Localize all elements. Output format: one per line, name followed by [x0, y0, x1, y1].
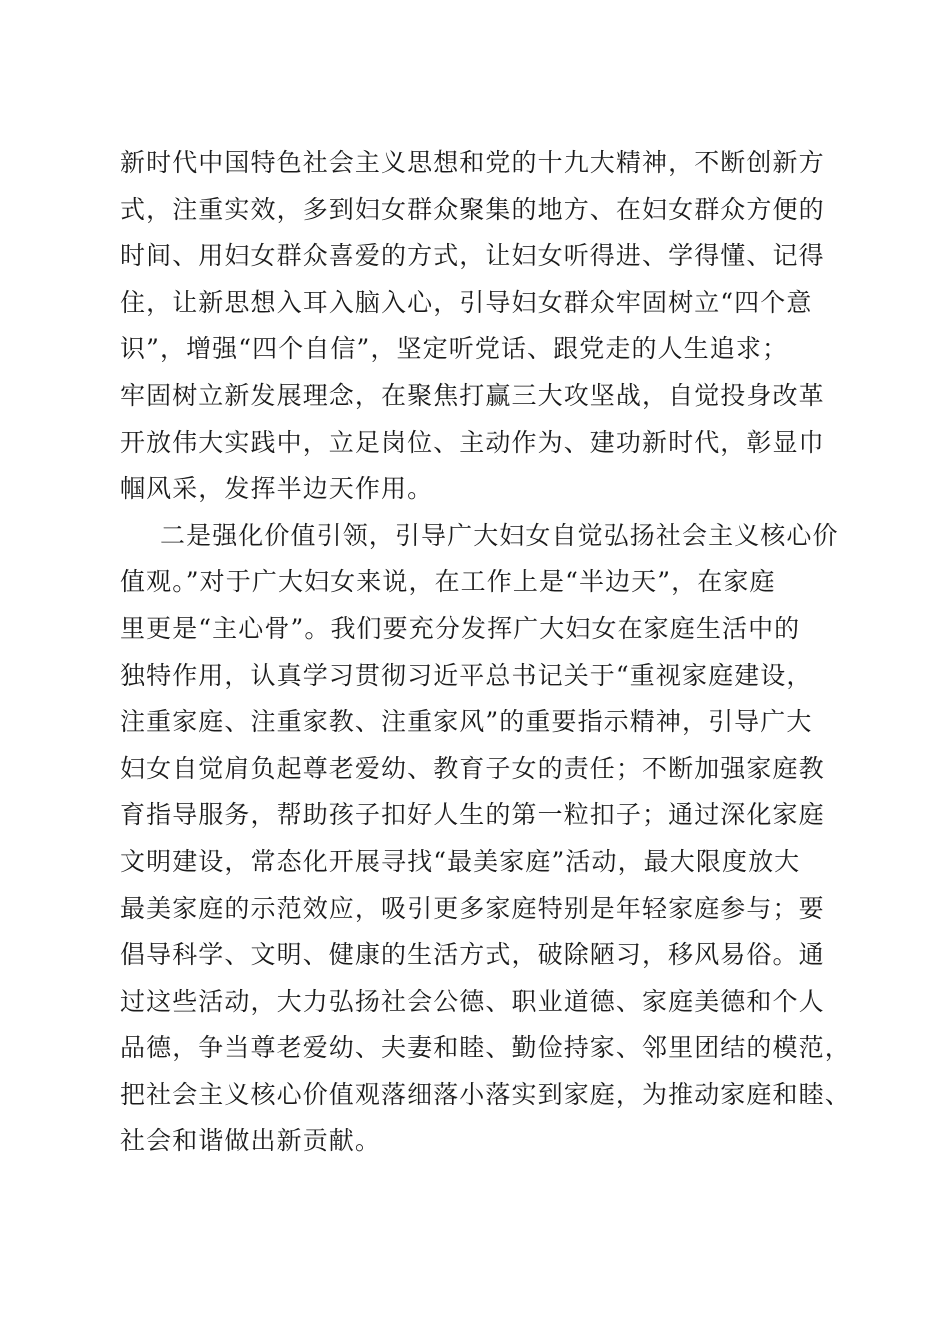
text-line: 开放伟大实践中，立足岗位、主动作为、建功新时代，彰显巾 — [120, 427, 825, 457]
text-line: 里更是“主心骨”。我们要充分发挥广大妇女在家庭生活中的 — [120, 613, 801, 643]
text-line: 值观。”对于广大妇女来说，在工作上是“半边天”，在家庭 — [120, 567, 776, 597]
text-line: 过这些活动，大力弘扬社会公德、职业道德、家庭美德和个人 — [120, 986, 825, 1016]
text-line: 时间、用妇女群众喜爱的方式，让妇女听得进、学得懂、记得 — [120, 241, 825, 271]
text-line: 识”，增强“四个自信”，坚定听党话、跟党走的人生追求； — [120, 334, 789, 364]
document-body — [120, 140, 851, 1165]
text-line: 牢固树立新发展理念，在聚焦打赢三大攻坚战，自觉投身改革 — [120, 380, 825, 410]
paragraph-1 — [120, 140, 832, 513]
text-line: 住，让新思想入耳入脑入心，引导妇女群众牢固树立“四个意 — [120, 287, 813, 317]
text-line: 新时代中国特色社会主义思想和党的十九大精神，不断创新方 — [120, 148, 825, 177]
text-line: 倡导科学、文明、健康的生活方式，破除陋习，移风易俗。通 — [120, 940, 825, 970]
text-line: 注重家庭、注重家教、注重家风”的重要指示精神，引导广大 — [120, 707, 813, 737]
text-line: 式，注重实效，多到妇女群众聚集的地方、在妇女群众方便的 — [120, 194, 825, 224]
text-line: 育指导服务，帮助孩子扣好人生的第一粒扣子；通过深化家庭 — [120, 800, 825, 830]
paragraph-2 — [120, 513, 851, 1165]
text-line: 品德，争当尊老爱幼、夫妻和睦、勤俭持家、邻里团结的模范， — [120, 1033, 851, 1063]
text-line: 文明建设，常态化开展寻找“最美家庭”活动，最大限度放大 — [120, 846, 801, 876]
text-line: 最美家庭的示范效应，吸引更多家庭特别是年轻家庭参与；要 — [120, 893, 825, 923]
text-line: 社会和谐做出新贡献。 — [120, 1126, 382, 1156]
text-line: 独特作用，认真学习贯彻习近平总书记关于“重视家庭建设， — [120, 660, 813, 690]
text-line: 把社会主义核心价值观落细落小落实到家庭，为推动家庭和睦、 — [120, 1079, 851, 1109]
text-line: 妇女自觉肩负起尊老爱幼、教育子女的责任；不断加强家庭教 — [120, 753, 825, 783]
text-line: 帼风采，发挥半边天作用。 — [120, 474, 434, 504]
text-line: 二是强化价值引领，引导广大妇女自觉弘扬社会主义核心价 — [160, 520, 839, 550]
